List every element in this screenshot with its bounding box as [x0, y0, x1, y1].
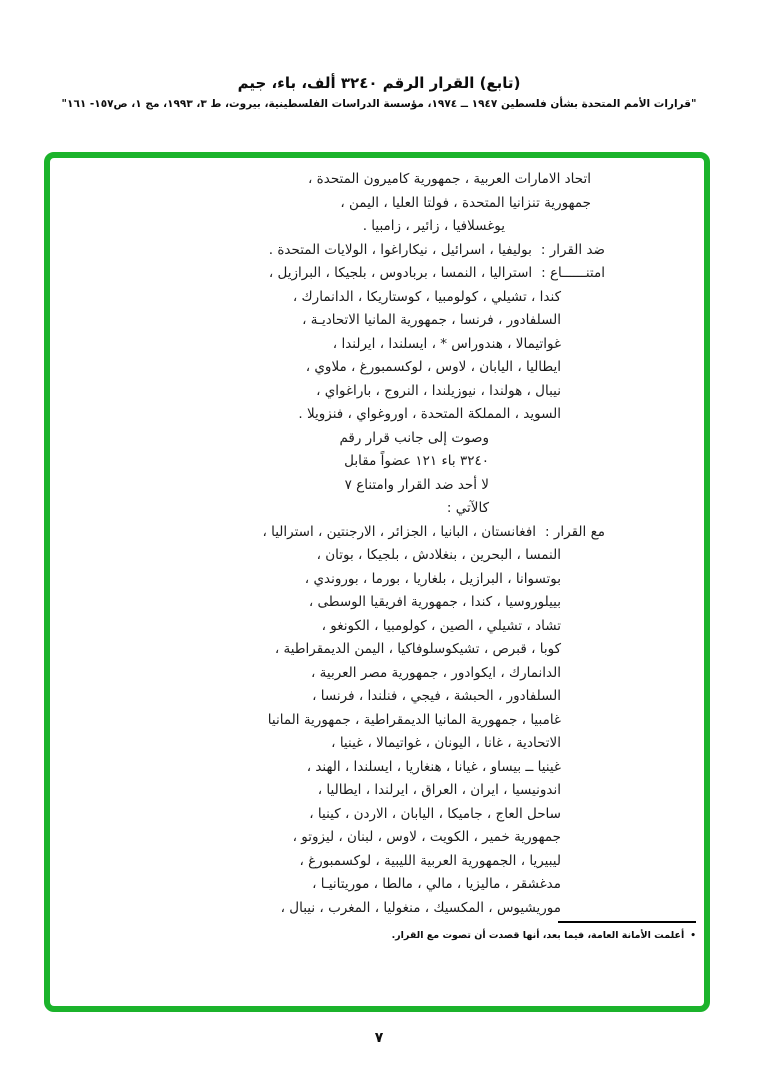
- with-resolution-line: غامبيا ، جمهورية المانيا الديمقراطية ، جمهورية المانيا: [267, 711, 561, 728]
- abstain-line: غواتيمالا ، هندوراس * ، ايسلندا ، ايرلندا ،: [332, 335, 561, 352]
- with-resolution-line: الاتحادية ، غانا ، اليونان ، غواتيمالا ، غينيا ،: [331, 735, 561, 751]
- page-header: [0, 74, 758, 110]
- opening-line: يوغسلافيا ، زائير ، زامبيا .: [362, 218, 505, 234]
- vote-summary-line: لا أحد ضد القرار وامتناع ٧: [344, 476, 489, 493]
- with-resolution-line: الدانمارك ، ايكوادور ، جمهورية مصر العربية ،: [310, 664, 561, 681]
- with-resolution-line: مدغشقر ، ماليزيا ، مالي ، مالطا ، موريتانيـا ،: [312, 876, 561, 892]
- body-text: [105, 168, 605, 920]
- with-resolution-line: تشاد ، تشيلي ، الصين ، كولومبيا ، الكونغو ،: [321, 617, 561, 634]
- page-title: (تابع) القرار الرقم ٣٢٤٠ ألف، باء، جيم: [237, 74, 521, 92]
- vote-summary-line: كالآتي :: [446, 500, 489, 516]
- abstain-line: السويد ، المملكة المتحدة ، اوروغواي ، فنزويلا .: [298, 406, 561, 422]
- abstain-line: امتنــــــاع :استراليا ، النمسا ، بربادوس ، بلجيكا ، البرازيل ،: [268, 265, 605, 281]
- footnote: [392, 930, 696, 941]
- with-resolution-line: ساحل العاج ، جاميكا ، اليابان ، الاردن ، كينيا ،: [309, 805, 561, 822]
- with-resolution-line: جمهورية خمير ، الكويت ، لاوس ، لبنان ، ليزوتو ،: [292, 829, 561, 845]
- footnote-bullet-icon: •: [690, 931, 696, 941]
- with-resolution-line: موريشيوس ، المكسيك ، منغوليا ، المغرب ، نيبال ،: [280, 899, 561, 916]
- with-resolution-line: مع القرار :افغانستان ، البانيا ، الجزائر ، الارجنتين ، استراليا ،: [262, 523, 605, 540]
- page-number: ٧: [374, 1030, 384, 1046]
- against-line-label: ضد القرار :: [540, 241, 605, 258]
- with-resolution-line: بوتسوانا ، البرازيل ، بلغاريا ، بورما ، بوروندي ،: [304, 570, 561, 587]
- with-resolution-line: غينيا ــ بيساو ، غيانا ، هنغاريا ، ايسلندا ، الهند ،: [306, 758, 561, 775]
- with-resolution-line: السلفادور ، الحبشة ، فيجي ، فنلندا ، فرنسا ،: [312, 688, 561, 704]
- page-subtitle: "قرارات الأمم المتحدة بشأن فلسطين ١٩٤٧ ــ ١٩٧٤، مؤسسة الدراسات الفلسطينية، بيروت، ط ٣، ١٩٩٣، مج ١، ص١٥٧- ١٦١": [61, 98, 697, 110]
- with-resolution-line: النمسا ، البحرين ، بنغلادش ، بلجيكا ، بوتان ،: [316, 547, 561, 563]
- opening-line: اتحاد الامارات العربية ، جمهورية كاميرون المتحدة ،: [308, 171, 591, 187]
- against-line: ضد القرار :بوليفيا ، اسرائيل ، نيكاراغوا ، الولايات المتحدة .: [268, 241, 605, 258]
- with-resolution-line: اندونيسيا ، ايران ، العراق ، ايرلندا ، ايطاليا ،: [317, 782, 561, 798]
- footnote-divider: [558, 921, 696, 923]
- with-resolution-line: ليبيريا ، الجمهورية العربية الليبية ، لوكسمبورغ ،: [299, 852, 561, 869]
- abstain-line: ايطاليا ، اليابان ، لاوس ، لوكسمبورغ ، ملاوي ،: [305, 359, 561, 375]
- abstain-line-label: امتنــــــاع :: [541, 265, 605, 281]
- abstain-line: نيبال ، هولندا ، نيوزيلندا ، النروج ، باراغواي ،: [316, 382, 561, 399]
- opening-line: جمهورية تنزانيا المتحدة ، فولتا العليا ، اليمن ،: [340, 194, 591, 211]
- footnote-text: أعلمت الأمانة العامة، فيما بعد، أنها قصدت أن تصوت مع القرار.: [391, 930, 685, 941]
- vote-summary-line: ٣٢٤٠ باء ١٢١ عضواً مقابل: [344, 453, 489, 469]
- abstain-line: كندا ، تشيلي ، كولومبيا ، كوستاريكا ، الدانمارك ،: [292, 288, 561, 305]
- abstain-line: السلفادور ، فرنسا ، جمهورية المانيا الاتحاديـة ،: [302, 312, 561, 328]
- with-resolution-line-label: مع القرار :: [545, 523, 605, 540]
- with-resolution-line: كوبا ، قبرص ، تشيكوسلوفاكيا ، اليمن الديمقراطية ،: [274, 641, 561, 657]
- with-resolution-line: بييلوروسيا ، كندا ، جمهورية افريقيا الوسطى ،: [308, 594, 561, 610]
- highlight-box: [44, 152, 710, 1012]
- vote-summary-line: وصوت إلى جانب قرار رقم: [339, 429, 489, 446]
